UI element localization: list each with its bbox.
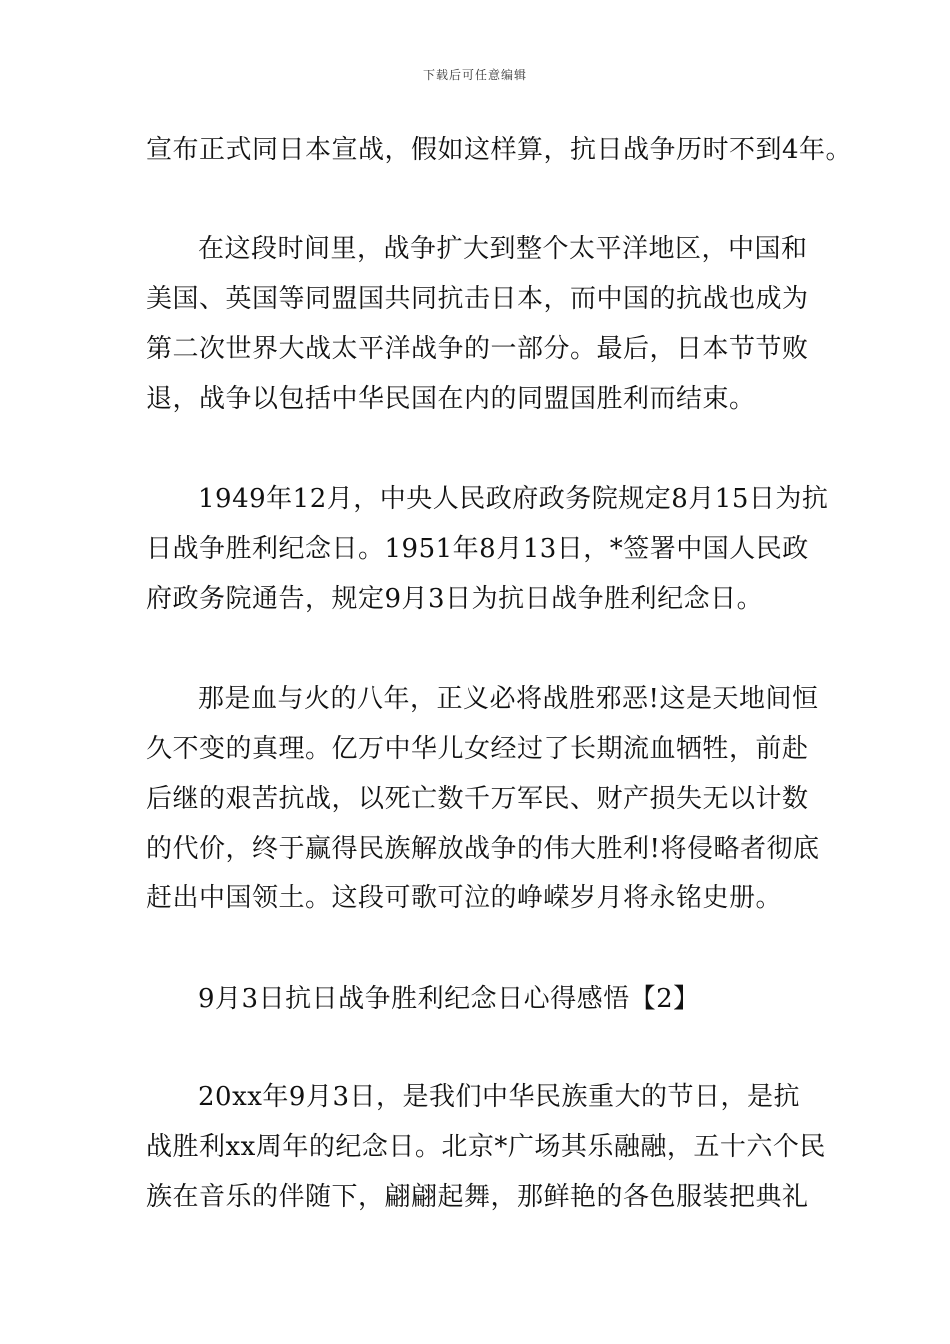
text-line: 族在音乐的伴随下，翩翩起舞，那鲜艳的各色服装把典礼 [146,1182,809,1212]
text-line: 1949年12月，中央人民政府政务院规定8月15日为抗 [198,484,829,514]
text-line: 在这段时间里，战争扩大到整个太平洋地区，中国和 [198,234,808,264]
text-line: 退，战争以包括中华民国在内的同盟国胜利而结束。 [146,384,756,414]
text-line: 第二次世界大战太平洋战争的一部分。最后，日本节节败 [146,334,809,364]
text-line: 赶出中国领土。这段可歌可泣的峥嵘岁月将永铭史册。 [146,883,783,913]
page-header: 下载后可任意编辑 [422,68,527,82]
text-line: 战胜利xx周年的纪念日。北京*广场其乐融融，五十六个民 [146,1132,826,1162]
text-line: 府政务院通告，规定9月3日为抗日战争胜利纪念日。 [146,584,764,614]
text-line: 的代价，终于赢得民族解放战争的伟大胜利!将侵略者彻底 [146,834,820,864]
section-heading: 9月3日抗日战争胜利纪念日心得感悟【2】 [198,984,700,1014]
text-line: 后继的艰苦抗战，以死亡数千万军民、财产损失无以计数 [146,784,809,814]
text-line: 20xx年9月3日，是我们中华民族重大的节日，是抗 [198,1082,800,1112]
text-line: 那是血与火的八年，正义必将战胜邪恶!这是天地间恒 [198,684,819,714]
text-line: 宣布正式同日本宣战，假如这样算，抗日战争历时不到4年。 [146,135,853,165]
text-line: 日战争胜利纪念日。1951年8月13日，*签署中国人民政 [146,534,809,564]
text-line: 久不变的真理。亿万中华儿女经过了长期流血牺牲，前赴 [146,734,809,764]
text-line: 美国、英国等同盟国共同抗击日本，而中国的抗战也成为 [146,284,809,314]
